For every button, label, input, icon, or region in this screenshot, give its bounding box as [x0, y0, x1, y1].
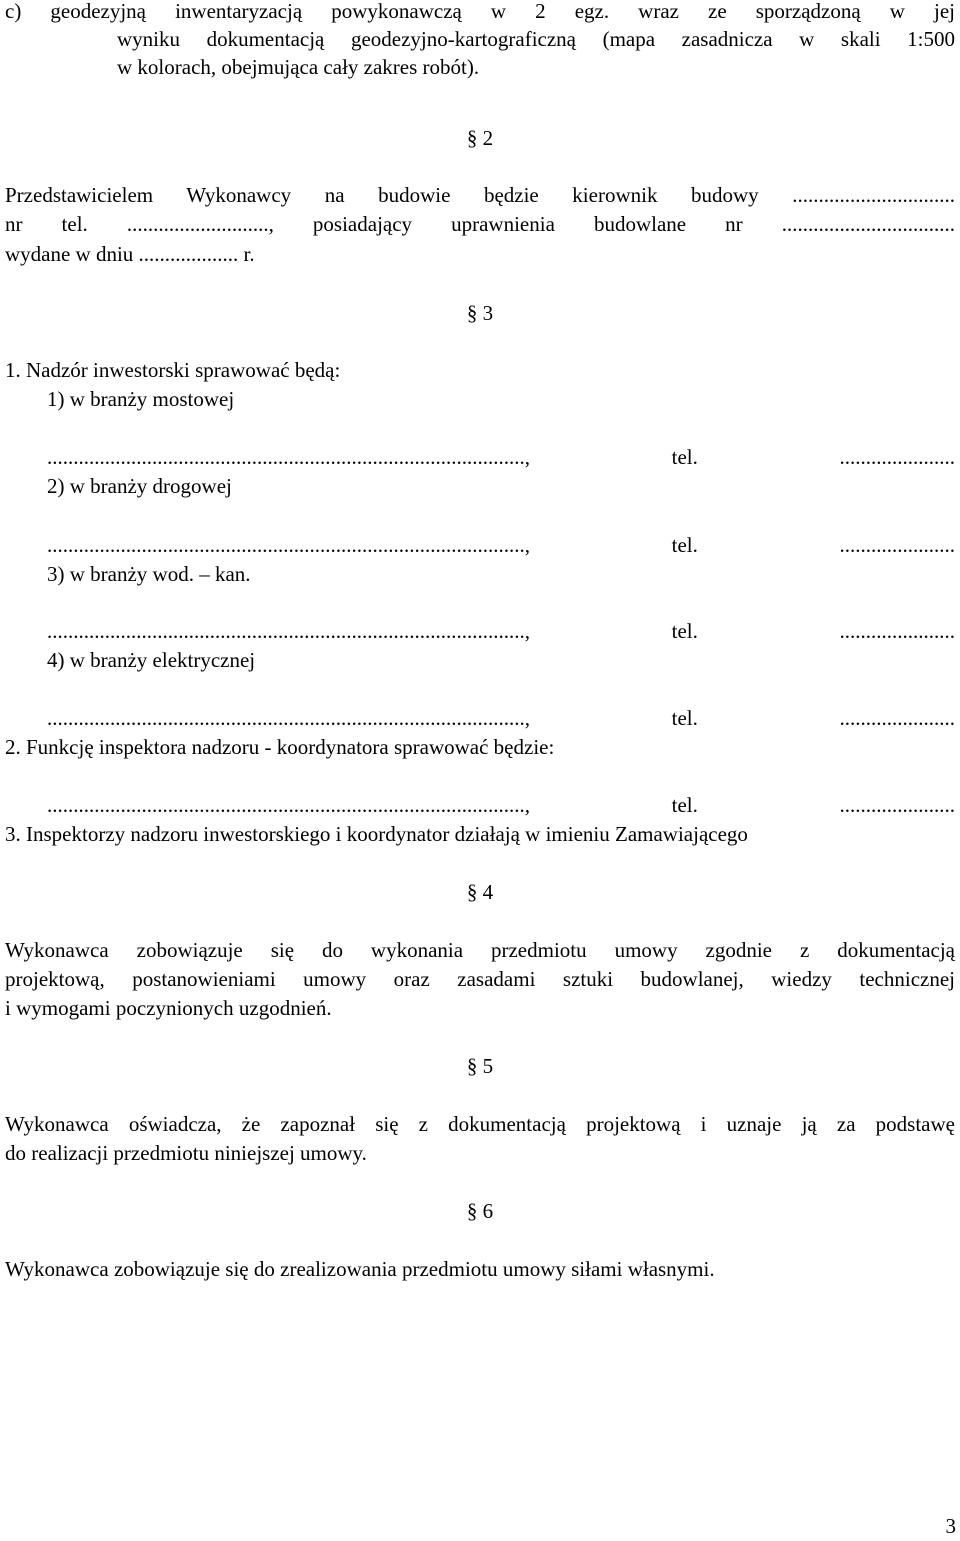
section-4-line-1: Wykonawca zobowiązuje się do wykonania przedmiotu umowy zgodnie z dokumentacją — [5, 938, 955, 962]
item-c-line-1: c) geodezyjną inwentaryzacją powykonawczą w 2 egz. wraz ze sporządzoną w jej — [5, 0, 955, 23]
section-5-line-2: do realizacji przedmiotu niniejszej umowy. — [5, 1141, 367, 1165]
section-4-line-2: projektową, postanowieniami umowy oraz zasadami sztuki budowlanej, wiedzy technicznej — [5, 967, 955, 991]
section-3-blank-2: ..........................................................................................., tel. ...................... — [47, 533, 955, 557]
section-3-sub-2: 2) w branży drogowej — [47, 474, 232, 498]
section-3-sub-1: 1) w branży mostowej — [47, 387, 235, 411]
section-3-sub-3: 3) w branży wod. – kan. — [47, 562, 251, 586]
section-2-line-3: wydane w dniu ................... r. — [5, 242, 255, 266]
item-c-line-3: w kolorach, obejmująca cały zakres robót). — [117, 55, 480, 79]
section-3-item-1: 1. Nadzór inwestorski sprawować będą: — [5, 358, 341, 382]
section-4-line-3: i wymogami poczynionych uzgodnień. — [5, 996, 332, 1020]
section-2-line-2: nr tel. ..........................., posiadający uprawnienia budowlane nr ................................. — [5, 212, 955, 236]
section-6-heading: § 6 — [466, 1199, 494, 1223]
section-3-blank-5: ..........................................................................................., tel. ...................... — [47, 793, 955, 817]
section-2-line-1: Przedstawicielem Wykonawcy na budowie będzie kierownik budowy ............................... — [5, 183, 955, 207]
section-5-line-1: Wykonawca oświadcza, że zapoznał się z dokumentacją projektową i uznaje ją za podstawę — [5, 1112, 955, 1136]
section-6-line-1: Wykonawca zobowiązuje się do zrealizowania przedmiotu umowy siłami własnymi. — [5, 1257, 715, 1281]
section-3-sub-4: 4) w branży elektrycznej — [47, 648, 256, 672]
item-c-line-2: wyniku dokumentacją geodezyjno-kartograficzną (mapa zasadnicza w skali 1:500 — [117, 27, 955, 51]
section-3-blank-3: ..........................................................................................., tel. ...................... — [47, 619, 955, 643]
section-3-blank-4: ..........................................................................................., tel. ...................... — [47, 706, 955, 730]
section-3-blank-1: ..........................................................................................., tel. ...................... — [47, 445, 955, 469]
section-3-heading: § 3 — [466, 301, 494, 325]
page-number: 3 — [945, 1514, 956, 1538]
section-2-heading: § 2 — [466, 126, 494, 150]
section-4-heading: § 4 — [466, 880, 494, 904]
section-3-item-3: 3. Inspektorzy nadzoru inwestorskiego i koordynator działają w imieniu Zamawiającego — [5, 822, 748, 846]
section-5-heading: § 5 — [466, 1054, 494, 1078]
section-3-item-2: 2. Funkcję inspektora nadzoru - koordynatora sprawować będzie: — [5, 735, 555, 759]
